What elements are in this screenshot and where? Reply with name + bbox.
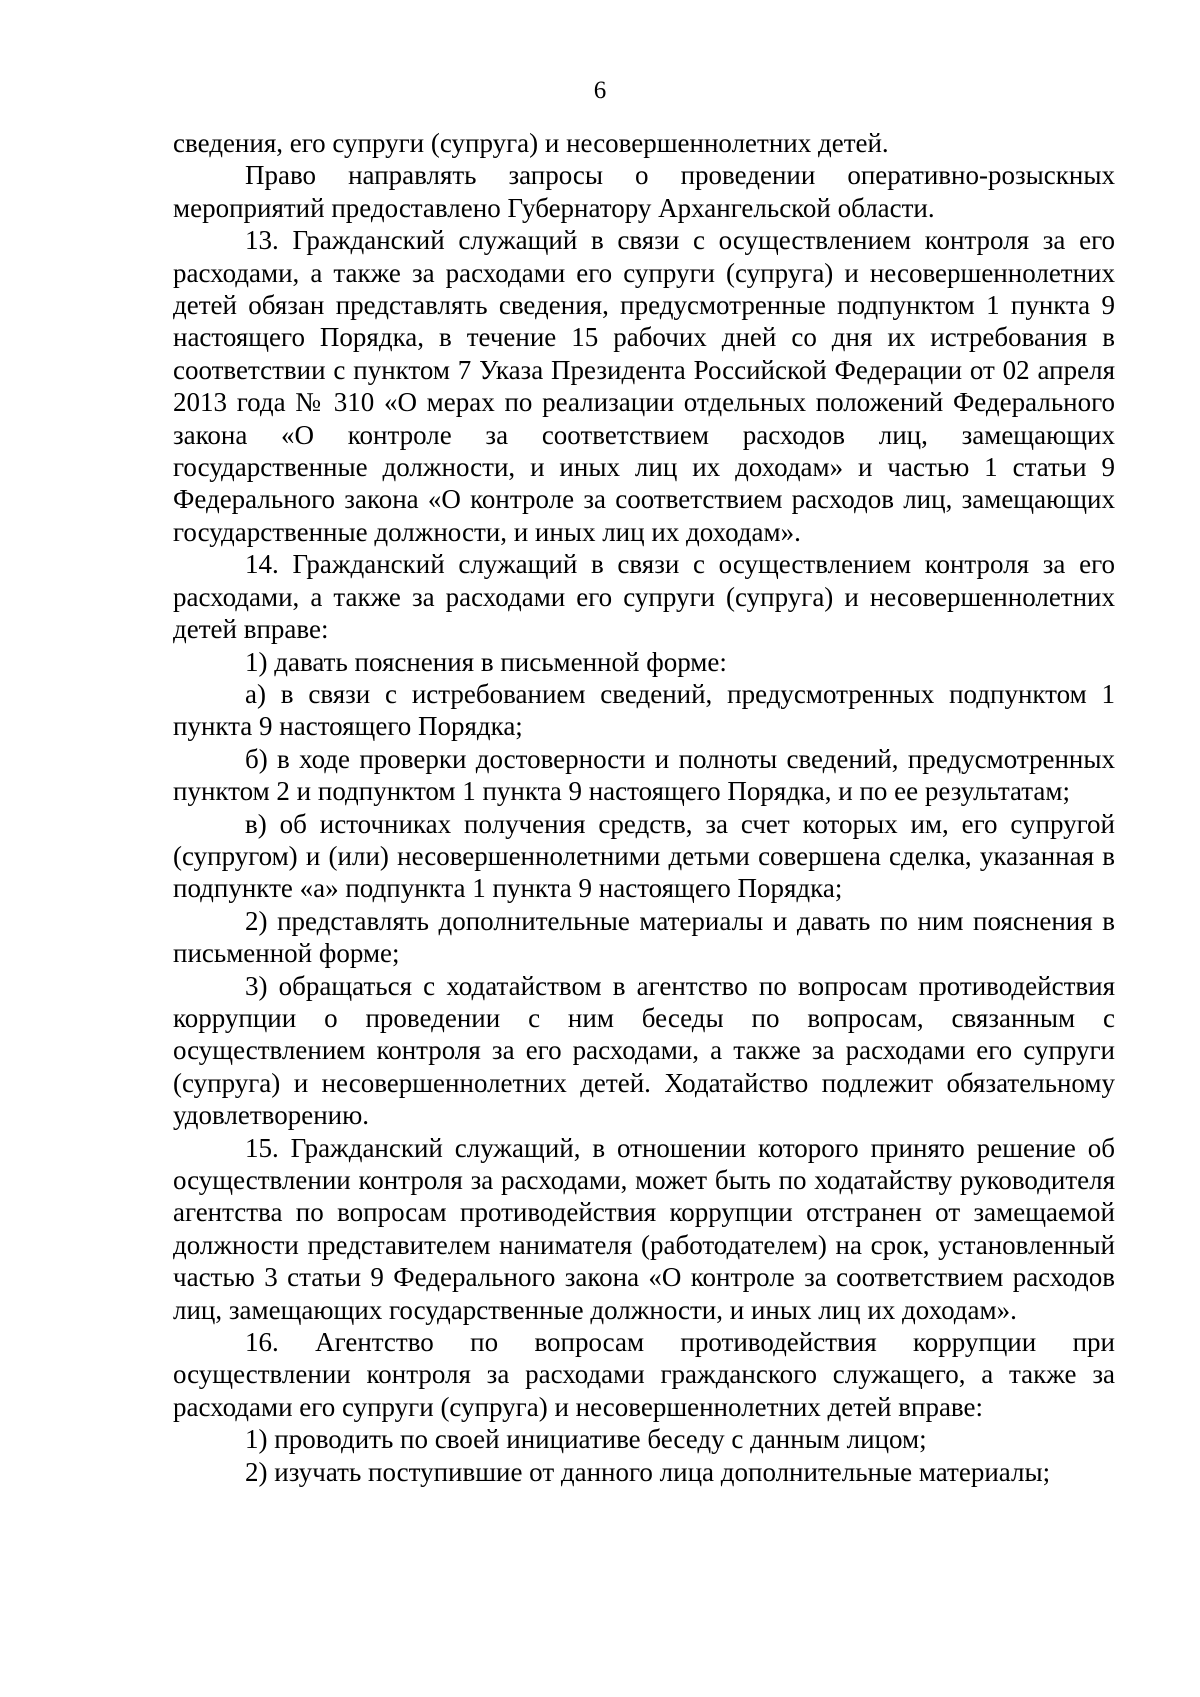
paragraph-item-14-2: 2) представлять дополнительные материалы и давать по ним пояснения в письменной форме; (173, 905, 1115, 969)
paragraph-item-13: 13. Гражданский служащий в связи с осуществлением контроля за его расходами, а также за расходами его супруги (супруга) и несовершеннолетних детей обязан представлять сведения, предусмотренные подпунктом 1 пункта 9 настоящего Порядка, в течение 15 рабочих дней со дня их истребования в соответствии с пунктом 7 Указа Президента Российской Федерации от 02 апреля 2013 года № 310 «О мерах по реализации отдельных положений Федерального закона «О контроле за соответствием расходов лиц, замещающих государственные должности, и иных лиц их доходам» и частью 1 статьи 9 Федерального закона «О контроле за соответствием расходов лиц, замещающих государственные должности, и иных лиц их доходам». (173, 225, 1115, 547)
paragraph-item-14-3: 3) обращаться с ходатайством в агентство по вопросам противодействия коррупции о проведении с ним беседы по вопросам, связанным с осуществлением контроля за его расходами, а также за расходами его супруги (супруга) и несовершеннолетних детей. Ходатайство подлежит обязательному удовлетворению. (173, 970, 1115, 1131)
paragraph-item-14-1-b: б) в ходе проверки достоверности и полноты сведений, предусмотренных пунктом 2 и подпунктом 1 пункта 9 настоящего Порядка, и по ее результатам; (173, 743, 1115, 807)
paragraph-item-16: 16. Агентство по вопросам противодействия коррупции при осуществлении контроля за расходами гражданского служащего, а также за расходами его супруги (супруга) и несовершеннолетних детей вправе: (173, 1327, 1115, 1422)
paragraph-item-16-2: 2) изучать поступившие от данного лица дополнительные материалы; (245, 1456, 1051, 1487)
paragraph-item-14-1-a: а) в связи с истребованием сведений, предусмотренных подпунктом 1 пункта 9 настоящего Порядка; (173, 678, 1115, 742)
paragraph-inquiry-right: Право направлять запросы о проведении оперативно-розыскных мероприятий предоставлено Губернатору Архангельской области. (173, 160, 1115, 223)
document-body (173, 127, 1115, 1488)
paragraph-continuation: сведения, его супруги (супруга) и несовершеннолетних детей. (173, 128, 889, 158)
page-number: 6 (593, 77, 607, 104)
paragraph-item-14-1: 1) давать пояснения в письменной форме: (245, 646, 727, 677)
paragraph-item-14: 14. Гражданский служащий в связи с осуществлением контроля за его расходами, а также за расходами его супруги (супруга) и несовершеннолетних детей вправе: (173, 549, 1115, 645)
paragraph-item-16-1: 1) проводить по своей инициативе беседу с данным лицом; (245, 1424, 927, 1455)
paragraph-item-14-1-v: в) об источниках получения средств, за счет которых им, его супругой (супругом) и (или) несовершеннолетними детьми совершена сделка, указанная в подпункте «а» подпункта 1 пункта 9 настоящего Порядка; (173, 808, 1115, 904)
paragraph-item-15: 15. Гражданский служащий, в отношении которого принято решение об осуществлении контроля за расходами, может быть по ходатайству руководителя агентства по вопросам противодействия коррупции отстранен от замещаемой должности представителем нанимателя (работодателем) на срок, установленный частью 3 статьи 9 Федерального закона «О контроле за соответствием расходов лиц, замещающих государственные должности, и иных лиц их доходам». (173, 1132, 1115, 1325)
